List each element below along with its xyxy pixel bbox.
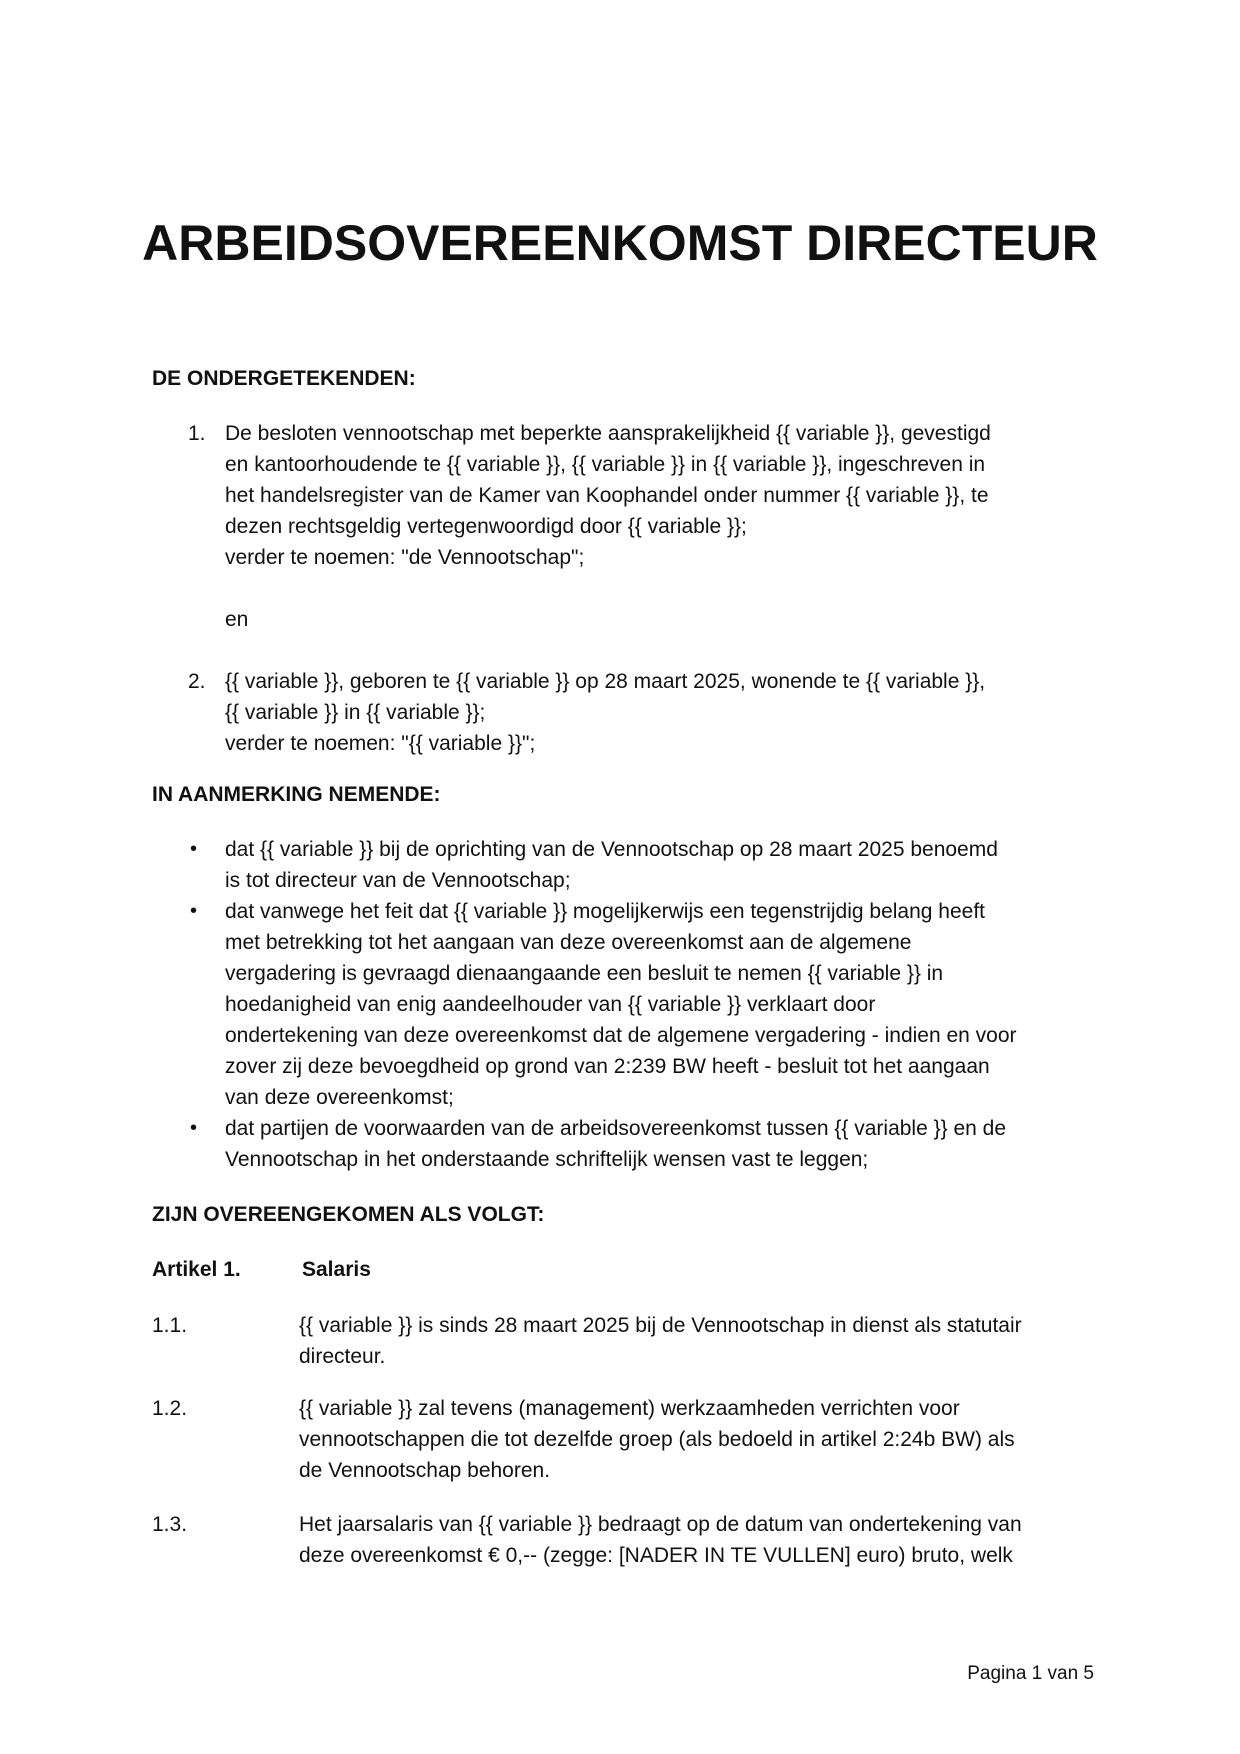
clause-line: de Vennootschap behoren. <box>299 1459 551 1482</box>
party-item-1 <box>152 418 1102 573</box>
considering-item <box>152 1113 1102 1175</box>
bullet-icon: • <box>190 1117 198 1139</box>
clause-number: 1.2. <box>152 1397 188 1420</box>
page-number-footer: Pagina 1 van 5 <box>967 1663 1094 1684</box>
party-line: {{ variable }}, geboren te {{ variable }} op 28 maart 2025, wonende te {{ variable }}, <box>225 670 986 693</box>
clause-line: vennootschappen die tot dezelfde groep (als bedoeld in artikel 2:24b BW) als <box>299 1428 1015 1451</box>
clause-1-3 <box>152 1509 1102 1571</box>
clause-number: 1.1. <box>152 1314 188 1337</box>
party-line: verder te noemen: "de Vennootschap"; <box>225 546 585 569</box>
article-number: Artikel 1. <box>152 1258 241 1281</box>
section-heading-parties: DE ONDERGETEKENDEN: <box>152 367 416 390</box>
conjunction-line <box>152 604 1102 635</box>
considering-list <box>152 834 1102 1175</box>
considering-line: Vennootschap in het onderstaande schriftelijk wensen vast te leggen; <box>225 1148 869 1171</box>
party-number: 1. <box>188 422 206 445</box>
clause-line: deze overeenkomst € 0,-- (zegge: [NADER IN TE VULLEN] euro) bruto, welk <box>299 1544 1013 1567</box>
clause-line: directeur. <box>299 1345 386 1368</box>
considering-line: ondertekening van deze overeenkomst dat de algemene vergadering - indien en voor <box>225 1024 1017 1047</box>
clause-line: {{ variable }} zal tevens (management) werkzaamheden verrichten voor <box>299 1397 960 1420</box>
conjunction-text: en <box>225 608 249 631</box>
article-heading <box>152 1258 371 1282</box>
considering-item <box>152 834 1102 896</box>
party-item-2 <box>152 666 1102 759</box>
party-list <box>152 418 1102 759</box>
considering-line: dat partijen de voorwaarden van de arbeidsovereenkomst tussen {{ variable }} en de <box>225 1117 1007 1140</box>
bullet-icon: • <box>190 838 198 860</box>
document-title: ARBEIDSOVEREENKOMST DIRECTEUR <box>142 215 1098 271</box>
clause-1-1 <box>152 1310 1102 1372</box>
party-line: het handelsregister van de Kamer van Koophandel onder nummer {{ variable }}, te <box>225 484 989 507</box>
party-line: De besloten vennootschap met beperkte aansprakelijkheid {{ variable }}, gevestigd <box>225 422 991 445</box>
considering-line: hoedanigheid van enig aandeelhouder van {{ variable }} verklaart door <box>225 993 876 1016</box>
clause-number: 1.3. <box>152 1513 188 1536</box>
section-heading-agreed: ZIJN OVEREENGEKOMEN ALS VOLGT: <box>152 1203 545 1226</box>
clause-line: Het jaarsalaris van {{ variable }} bedraagt op de datum van ondertekening van <box>299 1513 1022 1536</box>
considering-line: dat vanwege het feit dat {{ variable }} mogelijkerwijs een tegenstrijdig belang heeft <box>225 900 985 923</box>
considering-line: vergadering is gevraagd dienaangaande een besluit te nemen {{ variable }} in <box>225 962 944 985</box>
clause-text <box>152 1509 1102 1571</box>
considering-line: zover zij deze bevoegdheid op grond van 2:239 BW heeft - besluit tot het aangaan <box>225 1055 990 1078</box>
clause-text <box>152 1310 1102 1372</box>
clause-text <box>152 1393 1102 1486</box>
considering-item <box>152 896 1102 1113</box>
party-number: 2. <box>188 670 206 693</box>
party-line: verder te noemen: "{{ variable }}"; <box>225 732 536 755</box>
considering-line: met betrekking tot het aangaan van deze overeenkomst aan de algemene <box>225 931 912 954</box>
considering-line: van deze overeenkomst; <box>225 1086 454 1109</box>
considering-line: is tot directeur van de Vennootschap; <box>225 869 571 892</box>
bullet-icon: • <box>190 900 198 922</box>
party-line: en kantoorhoudende te {{ variable }}, {{ variable }} in {{ variable }}, ingeschreven in <box>225 453 986 476</box>
clause-1-2 <box>152 1393 1102 1486</box>
section-heading-considering: IN AANMERKING NEMENDE: <box>152 783 441 806</box>
article-title: Salaris <box>302 1258 371 1281</box>
considering-line: dat {{ variable }} bij de oprichting van de Vennootschap op 28 maart 2025 benoemd <box>225 838 998 861</box>
party-line: {{ variable }} in {{ variable }}; <box>225 701 486 724</box>
clause-line: {{ variable }} is sinds 28 maart 2025 bij de Vennootschap in dienst als statutair <box>299 1314 1022 1337</box>
party-line: dezen rechtsgeldig vertegenwoordigd door {{ variable }}; <box>225 515 747 538</box>
